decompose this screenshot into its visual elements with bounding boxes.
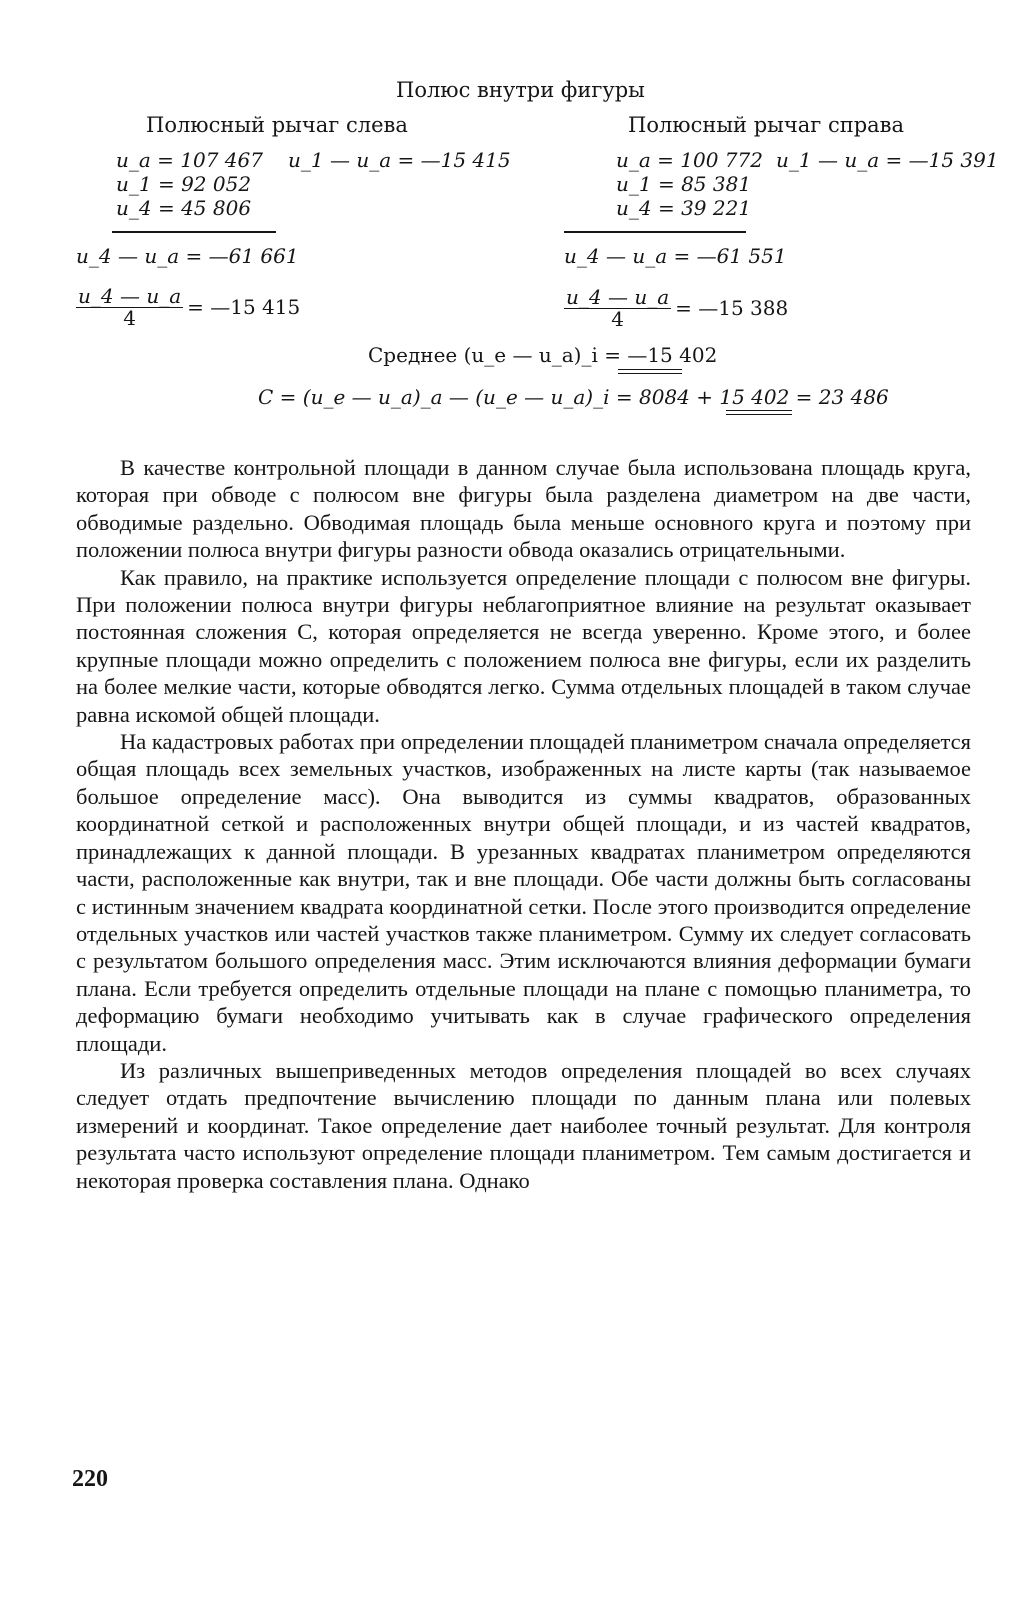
paragraph: В качестве контрольной площади в данном случае была использована площадь круга, которая при обводе с полюсом вне фигуры была разделена диаметром на две части, обводимые раздельно. Обводимая площадь была меньше основного круга и поэтому при положении полюса внутри фигуры разности обвода оказались отрицательными. (76, 455, 971, 563)
paragraph: Как правило, на практике используется определение площади с полюсом вне фигуры. При положении полюса внутри фигуры неблагоприятное влияние на результат оказывает постоянная сложения C, которая определяется не всегда уверенно. Кроме этого, и более крупные площади можно определить с положением полюса вне фигуры, если их разделить на более мелкие части, которые обводятся легко. Сумма отдельных площадей в таком случае равна искомой общей площади. (76, 564, 971, 727)
right-u4: u_4 = 39 221 (616, 196, 752, 220)
right-fraction-value: = —15 388 (675, 295, 789, 320)
paragraph: На кадастровых работах при определении площадей планиметром сначала определяется общая площадь всех земельных участков, изображенных на листе карты (так называемое большое определение масс). Она выводится из суммы квадратов, образованных координатной сеткой и расположенных внутри общей площади, и из частей квадратов, принадлежащих к данной площади. В урезанных квадратах планиметром определяются части, расположенные как внутри, так и вне площади. Обе части должны быть согласованы с истинным значением квадрата координатной сетки. После этого производится определение отдельных участков или частей участков также планиметром. Сумму их следует согласовать с результатом большого определения масс. Этим исключаются влияния деформации бумаги плана. Если требуется определить отдельные площади на плане с помощью планиметра, то деформацию бумаги необходимо учитывать как в случае графического определения площади. (76, 729, 971, 1056)
right-u1-minus-ua: u_1 — u_a = —15 391 (776, 148, 999, 172)
page-number: 220 (72, 1466, 108, 1492)
left-fraction-denominator: 4 (123, 306, 136, 330)
left-u4: u_4 = 45 806 (116, 196, 252, 220)
constant-underline-1 (726, 410, 792, 411)
right-u4-minus-ua: u_4 — u_a = —61 551 (564, 244, 787, 268)
right-quarter-fraction (564, 286, 788, 329)
left-quarter-fraction (76, 285, 300, 328)
right-fraction-numerator: u_4 — u_a (566, 285, 670, 309)
left-u1-minus-ua: u_1 — u_a = —15 415 (288, 148, 511, 172)
left-u1: u_1 = 92 052 (116, 172, 252, 196)
left-heading: Полюсный рычаг слева (146, 113, 408, 137)
left-sum-rule (112, 231, 276, 233)
paragraph: Из различных вышеприведенных методов определения площадей во всех случаях следует отдать предпочтение вычислению площади по данным плана или полевых измерений и координат. Такое определение дает наиболее точный результат. Для контроля результата часто используют определение площади планиметром. Тем самым достигается и некоторая проверка составления плана. Однако (76, 1057, 971, 1193)
right-fraction-denominator: 4 (611, 307, 624, 331)
right-sum-rule (564, 231, 746, 233)
left-fraction-value: = —15 415 (187, 294, 301, 319)
mean-line: Среднее (u_e — u_a)_i = —15 402 (368, 343, 718, 367)
left-ua: u_a = 107 467 (116, 148, 263, 172)
left-fraction-numerator: u_4 — u_a (78, 284, 182, 308)
right-ua: u_a = 100 772 (616, 148, 763, 172)
mean-underline-1 (618, 369, 682, 370)
constant-underline-2 (726, 414, 792, 415)
right-heading: Полюсный рычаг справа (628, 113, 905, 137)
left-u4-minus-ua: u_4 — u_a = —61 661 (76, 244, 299, 268)
calc-title: Полюс внутри фигуры (396, 78, 645, 102)
right-u1: u_1 = 85 381 (616, 172, 752, 196)
body-text (76, 454, 971, 1194)
mean-underline-2 (618, 373, 682, 374)
constant-line: C = (u_e — u_a)_a — (u_e — u_a)_i = 8084 + 15 402 = 23 486 (258, 385, 889, 409)
